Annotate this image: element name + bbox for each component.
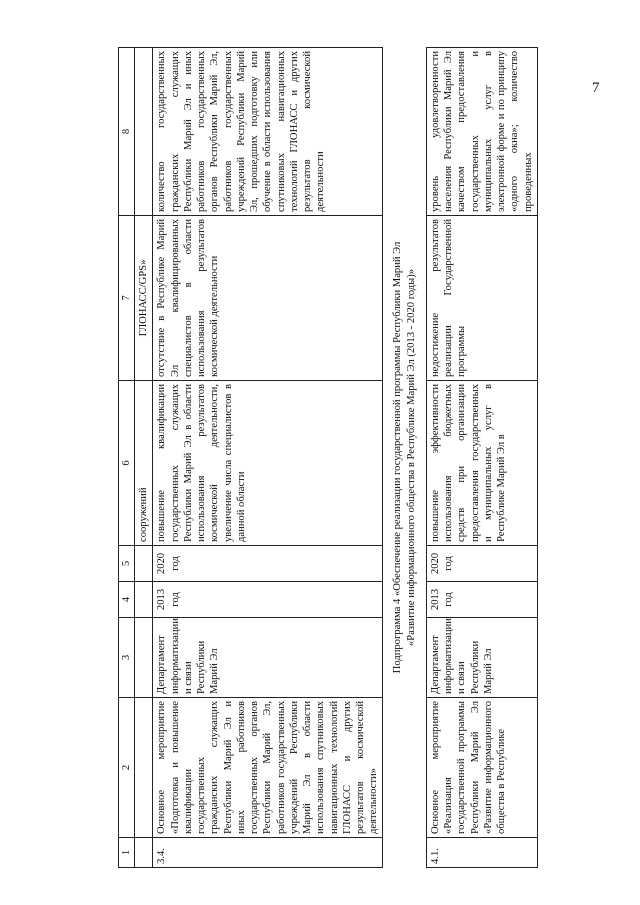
cell-consequence: ГЛОНАСС/GPS» [135, 216, 153, 381]
cell-activity-name: Основное мероприятие «Реализация государственной программы Республики Марий Эл «Развитие информационного общества в Республике [426, 698, 537, 838]
cell-executor: Департамент информатизации и связи Республики Марий Эл [153, 618, 383, 698]
subprogram-row [383, 48, 426, 868]
col-number: 3 [119, 618, 135, 698]
col-number: 2 [119, 698, 135, 838]
activities-table [118, 47, 538, 868]
cell-number: 4.1. [426, 838, 537, 868]
page-number: 7 [592, 80, 600, 96]
continuation-row [135, 48, 153, 868]
cell-end-year: 2020 год [426, 546, 537, 582]
cell-result: сооружений [135, 381, 153, 546]
table-row [426, 48, 537, 868]
subprogram-title-line1: Подпрограмма 4 «Обеспечение реализации государственной программы Республики Марий Эл [392, 241, 404, 674]
col-number: 1 [119, 838, 135, 868]
column-number-row [119, 48, 135, 868]
subprogram-title-line2: «Развитие информационного общества в Республике Марий Эл (2013 - 2020 годы)» [405, 268, 417, 647]
cell-result: повышение квалификации государственных служащих Республики Марий Эл в области использования результатов космической деятельности, увеличение числа специалистов в данной области [153, 381, 383, 546]
cell-result: повышение эффективности использования бюджетных средств при организации предоставления государственных и муниципальных услуг в Республике Марий Эл в [426, 381, 537, 546]
cell-executor: Департамент информатизации и связи Республики Марий Эл [426, 618, 537, 698]
col-number: 8 [119, 48, 135, 216]
cell-indicator: уровень удовлетворенности населения Республики Марий Эл качеством предоставления государственных и муниципальных услуг в электронной форме и по принципу «одного окна»; количество проведенных [426, 48, 537, 216]
cell-number: 3.4. [153, 838, 383, 868]
cell-start-year: 2013 год [426, 582, 537, 618]
col-number: 6 [119, 381, 135, 546]
table-sheet [118, 48, 588, 868]
subprogram-heading [383, 48, 426, 868]
col-number: 7 [119, 216, 135, 381]
cell-indicator: количество государственных гражданских служащих Республики Марий Эл и иных работников государственных органов Республики Марий Эл, работников государственных учреждений Республики Марий Эл, прошедших подготовку или обучение в области использования спутниковых навигационных технологий ГЛОНАСС и других результатов космической деятельности [153, 48, 383, 216]
cell-consequence: отсутствие в Республике Марий Эл квалифицированных специалистов в области использования результатов космической деятельности [153, 216, 383, 381]
cell-consequence: недостижение результатов реализации Государственной программы [426, 216, 537, 381]
cell-end-year: 2020 год [153, 546, 383, 582]
col-number: 4 [119, 582, 135, 618]
col-number: 5 [119, 546, 135, 582]
cell-activity-name: Основное мероприятие «Подготовка и повышение квалификации государственных гражданских служащих Республики Марий Эл и иных работников государственных органов Республики Марий Эл, работников государственных учреждений Республики Марий Эл в области использования спутниковых навигационных технологий ГЛОНАСС и других результатов космической деятельности» [153, 698, 383, 838]
cell-start-year: 2013 год [153, 582, 383, 618]
table-row [153, 48, 383, 868]
